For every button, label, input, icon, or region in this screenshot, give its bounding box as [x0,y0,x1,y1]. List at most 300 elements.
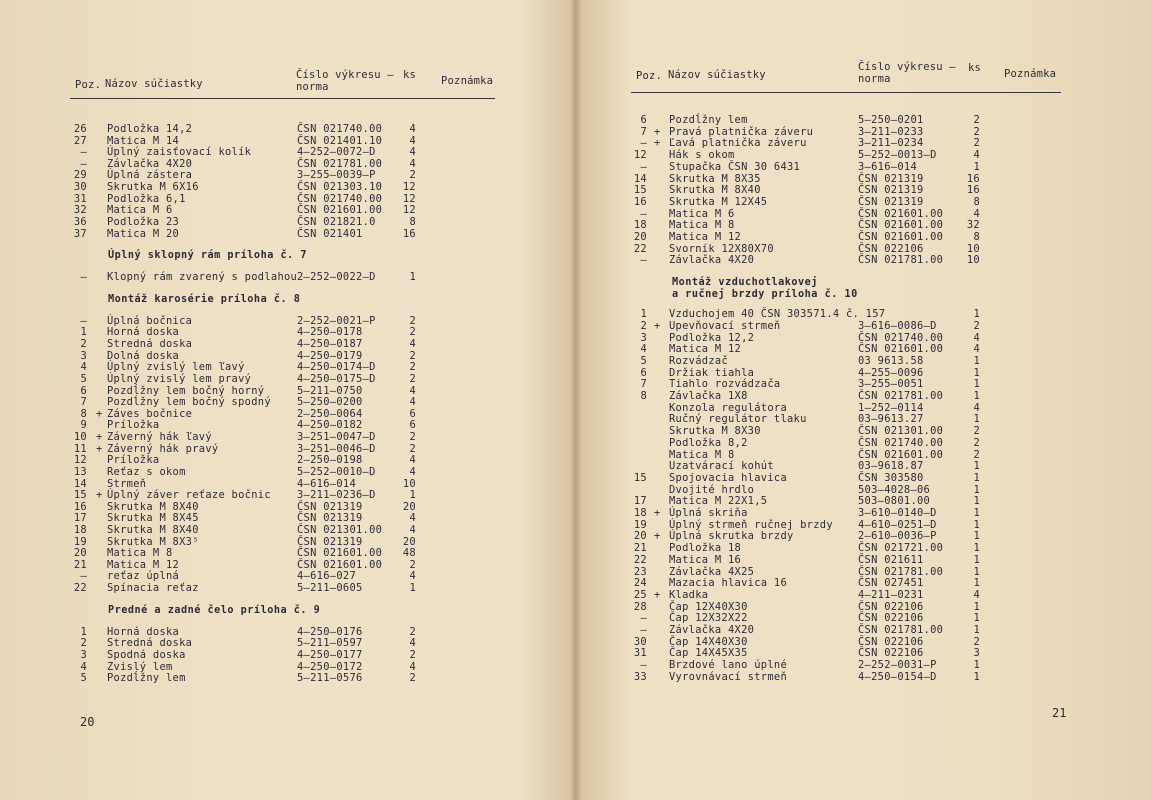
quantity-cell: 4 [409,146,416,159]
quantity-cell: 4 [409,338,416,351]
table-row [0,124,575,136]
quantity-cell: 6 [409,407,416,420]
name-cell: Podložka 18 [669,542,742,555]
drawing-cell: ČSN 021319 [858,184,924,197]
position-cell: 2 [640,319,647,332]
drawing-cell: ČSN 021601.00 [858,448,944,461]
quantity-cell: 1 [973,390,980,402]
position-cell: 4 [80,660,87,673]
name-cell: Závlačka 4X25 [669,565,755,578]
drawing-cell: ČSN 021301.00 [297,523,383,536]
position-cell: 10 [73,431,87,444]
table-row [0,272,575,284]
quantity-cell: 2 [973,319,980,332]
position-cell: 25 [633,588,647,601]
name-cell: Úplná skrutka brzdy [669,530,794,543]
name-cell: Zvislý lem [107,660,173,673]
position-cell: 37 [73,227,87,240]
position-cell: 4 [640,343,647,356]
quantity-cell: 12 [402,204,416,217]
quantity-cell: 1 [973,530,980,543]
quantity-cell: 1 [409,582,416,595]
quantity-cell: 4 [973,588,980,601]
drawing-cell: ČSN 021319 [297,500,363,513]
name-cell: Záves bočnice [107,407,193,420]
name-cell: Vzduchojem 40 ČSN 303571.4 č. 157 [669,308,886,321]
drawing-cell: ČSN 021319 [858,195,924,208]
quantity-cell: 1 [973,495,980,508]
drawing-cell: ČSN 021319 [297,535,363,548]
drawing-cell: 503—0801.00 [858,495,931,508]
position-cell: 14 [633,172,647,185]
quantity-cell: 1 [973,471,980,484]
table-row [576,197,1151,209]
quantity-cell: 20 [402,500,416,513]
position-cell: 30 [633,635,647,648]
drawing-cell: 3—211—0234 [858,137,924,150]
position-cell: 20 [633,231,647,243]
name-cell: Svorník 12X80X70 [669,242,774,255]
section-heading: Úplný sklopný rám príloha č. 7 [108,250,308,262]
table-row [576,625,1151,637]
section-heading: Montáž karosérie príloha č. 8 [108,293,301,305]
name-cell: Stupačka ČSN 30 6431 [669,160,801,173]
header-poznamka: Poznámka [441,75,494,87]
position-cell: 19 [633,518,647,531]
position-cell: 7 [80,396,87,409]
quantity-cell: 48 [402,547,416,560]
drawing-cell: 4—250—0175—D [297,372,376,385]
quantity-cell: 4 [409,512,416,525]
name-cell: Konzola regulátora [669,401,788,414]
name-cell: Pozdĺžny lem bočný spodný [107,396,271,409]
header-rule [631,92,1061,93]
quantity-cell: 8 [973,231,980,243]
drawing-cell: ČSN 021601.00 [858,231,944,243]
drawing-cell: 5—252—0010—D [297,465,376,478]
table-row [0,374,575,386]
position-cell: — [640,612,647,625]
quantity-cell: 2 [973,137,980,150]
position-cell: 16 [73,500,87,513]
quantity-cell: 2 [409,349,416,362]
name-cell: Dolná doska [107,349,180,362]
drawing-cell: ČSN 022106 [858,600,924,613]
position-cell: — [80,157,87,170]
mark-cell: + [96,407,103,420]
name-cell: Úplný zvislý lem ľavý [107,361,245,374]
table-row [0,650,575,662]
position-cell: 24 [633,577,647,590]
drawing-cell: 03 9613.58 [858,354,924,367]
table-row [576,115,1151,127]
quantity-cell: 4 [973,331,980,344]
quantity-cell: 4 [409,570,416,583]
name-cell: Skrutka M 6X16 [107,181,199,194]
drawing-cell: 4—211—0231 [858,588,924,601]
name-cell: Pravá platnička záveru [669,125,814,138]
name-cell: Brzdové lano úplné [669,659,788,672]
quantity-cell: 2 [973,436,980,449]
section-heading: Predné a zadné čelo príloha č. 9 [108,604,321,616]
position-cell: 18 [633,219,647,232]
position-cell: 3 [80,648,87,661]
position-cell: 30 [73,181,87,194]
name-cell: Stredná doska [107,637,193,650]
name-cell: Podložka 6,1 [107,192,186,205]
position-cell: 19 [73,535,87,548]
name-cell: Príložka [107,419,160,432]
quantity-cell: 2 [973,125,980,138]
drawing-cell: 2—250—0198 [297,454,363,467]
position-cell: 36 [73,215,87,228]
section-heading: Montáž vzduchotlakovej [672,277,818,289]
header-ks: ks [968,62,982,74]
position-cell: 29 [73,169,87,182]
header-cislo: Číslo výkresu — [858,61,956,73]
quantity-cell: 8 [409,215,416,228]
drawing-cell: 3—610—0140—D [858,507,937,519]
drawing-cell: ČSN 021781.00 [858,390,944,402]
drawing-cell: 5—211—0605 [297,582,363,595]
drawing-cell: 3—251—0046—D [297,442,376,455]
name-cell: Skrutka M 8X35 [669,172,761,185]
position-cell: 5 [640,354,647,367]
name-cell: Úplný záver reťaze bočnic [107,489,271,502]
drawing-cell: 4—250—0178 [297,326,363,339]
name-cell: Reťaz s okom [107,465,186,478]
drawing-cell: 2—250—0064 [297,407,363,420]
drawing-cell: ČSN 021781.00 [858,565,944,578]
name-cell: Spodná doska [107,648,186,661]
position-cell: 7 [640,125,647,138]
quantity-cell: 16 [966,184,980,197]
table-row [0,490,575,502]
drawing-cell: ČSN 021721.00 [858,542,944,555]
position-cell: — [80,570,87,583]
mark-cell: + [654,125,661,138]
drawing-cell: 4—250—0179 [297,349,363,362]
drawing-cell: 5—211—0750 [297,384,363,397]
drawing-cell: 4—616—027 [297,570,357,583]
quantity-cell: 1 [973,518,980,531]
name-cell: Spojovacia hlavica [669,471,788,484]
mark-cell: + [654,507,661,519]
quantity-cell: 12 [402,181,416,194]
position-cell: 15 [73,489,87,502]
position-cell: 1 [640,308,647,321]
position-cell: 22 [73,582,87,595]
position-cell: 12 [633,149,647,162]
drawing-cell: ČSN 021601.00 [858,207,944,220]
table-row [576,426,1151,438]
drawing-cell: 1—252—0114 [858,401,924,414]
position-cell: — [640,137,647,150]
quantity-cell: 2 [409,672,416,685]
quantity-cell: 1 [973,565,980,578]
quantity-cell: 2 [973,114,980,126]
position-cell: 7 [640,378,647,391]
name-cell: Čap 14X45X35 [669,647,748,660]
name-cell: Záverný hák pravý [107,442,219,455]
section-heading-line2: a ručnej brzdy príloha č. 10 [672,289,858,301]
position-cell: 15 [633,471,647,484]
position-cell: 17 [73,512,87,525]
table-row [576,255,1151,267]
name-cell: Pozdĺžny lem [669,114,748,126]
drawing-cell: ČSN 022106 [858,612,924,625]
name-cell: Závlačka 4X20 [107,157,193,170]
drawing-cell: ČSN 021821.0 [297,215,376,228]
name-cell: Podložka 14,2 [107,123,193,135]
name-cell: Úplná bočnica [107,314,193,327]
table-row [576,672,1151,684]
name-cell: Podložka 8,2 [669,436,748,449]
name-cell: Podložka 12,2 [669,331,755,344]
position-cell: 15 [633,184,647,197]
header-norma: norma [296,81,329,93]
position-cell: — [80,314,87,327]
quantity-cell: 2 [409,169,416,182]
quantity-cell: 4 [409,523,416,536]
mark-cell: + [654,319,661,332]
table-row [0,525,575,537]
quantity-cell: 16 [402,227,416,240]
quantity-cell: 4 [409,134,416,147]
name-cell: Kladka [669,588,709,601]
table-row [0,339,575,351]
drawing-cell: 4—250—0187 [297,338,363,351]
quantity-cell: 10 [966,254,980,267]
name-cell: Tiahlo rozvádzača [669,378,781,391]
quantity-cell: 10 [402,477,416,490]
name-cell: Horná doska [107,326,180,339]
mark-cell: + [654,137,661,150]
position-cell: — [640,160,647,173]
table-row [576,356,1151,368]
drawing-cell: 503—4028—06 [858,483,931,496]
drawing-cell: 3—211—0236—D [297,489,376,502]
quantity-cell: 1 [973,600,980,613]
position-cell: 6 [640,114,647,126]
name-cell: Skrutka M 8X3⁵ [107,535,199,548]
drawing-cell: ČSN 021601.00 [297,558,383,571]
position-cell: 20 [73,547,87,560]
name-cell: Matica M 6 [669,207,735,220]
drawing-cell: ČSN 021601.00 [858,219,944,232]
position-cell: — [80,271,87,284]
quantity-cell: 6 [409,419,416,432]
name-cell: Matica M 8 [669,448,735,461]
quantity-cell: 2 [409,314,416,327]
quantity-cell: 2 [409,558,416,571]
position-cell: 2 [80,637,87,650]
position-cell: 9 [80,419,87,432]
name-cell: Horná doska [107,625,180,638]
table-row [0,217,575,229]
position-cell: 21 [73,558,87,571]
table-row [576,309,1151,321]
name-cell: Ručný regulátor tlaku [669,413,807,426]
table-row [0,583,575,595]
right-page [576,0,1151,800]
name-cell: Záverný hák ľavý [107,431,212,444]
drawing-cell: ČSN 021303.10 [297,181,383,194]
name-cell: Matica M 8 [669,219,735,232]
name-cell: Uzatvárací kohút [669,460,774,473]
quantity-cell: 2 [409,431,416,444]
drawing-cell: ČSN 021781.00 [858,624,944,636]
position-cell: 1 [80,625,87,638]
quantity-cell: 4 [409,396,416,409]
position-cell: 4 [80,361,87,374]
name-cell: Čap 12X40X30 [669,600,748,613]
quantity-cell: 1 [973,507,980,519]
drawing-cell: ČSN 021740.00 [858,436,944,449]
name-cell: Skrutka M 8X45 [107,512,199,525]
quantity-cell: 4 [409,123,416,135]
table-row [576,543,1151,555]
drawing-cell: 5—211—0597 [297,637,363,650]
quantity-cell: 32 [966,219,980,232]
name-cell: Strmeň [107,477,147,490]
position-cell: 22 [633,553,647,566]
name-cell: Klopný rám zvarený s podlahou [107,271,298,284]
quantity-cell: 4 [409,660,416,673]
header-poznamka: Poznámka [1004,68,1057,80]
drawing-cell: 3—616—0086—D [858,319,937,332]
table-row [0,673,575,685]
position-cell: 2 [80,338,87,351]
drawing-cell: 2—252—0031—P [858,659,937,672]
name-cell: Hák s okom [669,149,735,162]
quantity-cell: 8 [973,195,980,208]
header-poz: Poz. [636,70,663,82]
position-cell: 6 [640,366,647,379]
position-cell: — [640,624,647,636]
name-cell: Podložka 23 [107,215,180,228]
position-cell: 6 [80,384,87,397]
position-cell: 31 [73,192,87,205]
drawing-cell: ČSN 021401.10 [297,134,383,147]
position-cell: 16 [633,195,647,208]
quantity-cell: 1 [973,378,980,391]
position-cell: 12 [73,454,87,467]
drawing-cell: ČSN 021601.00 [858,343,944,356]
name-cell: Skrutka M 12X45 [669,195,768,208]
drawing-cell: 3—616—014 [858,160,918,173]
header-ks: ks [403,69,417,81]
position-cell: — [640,207,647,220]
name-cell: Závlačka 4X20 [669,254,755,267]
position-cell: 18 [633,507,647,519]
drawing-cell: ČSN 021781.00 [858,254,944,267]
name-cell: Matica M 12 [669,343,742,356]
name-cell: Úplný strmeň ručnej brzdy [669,518,833,531]
mark-cell: + [654,588,661,601]
table-row [576,508,1151,520]
drawing-cell: 4—250—0182 [297,419,363,432]
table-row [576,232,1151,244]
table-row [576,391,1151,403]
quantity-cell: 3 [973,647,980,660]
quantity-cell: 2 [973,635,980,648]
drawing-cell: ČSN 021601.00 [297,547,383,560]
position-cell: 3 [640,331,647,344]
header-norma: norma [858,73,891,85]
header-cislo: Číslo výkresu — [296,69,394,81]
quantity-cell: 1 [973,460,980,473]
drawing-cell: ČSN 021401 [297,227,363,240]
drawing-cell: 5—250—0201 [858,114,924,126]
position-cell: 1 [80,326,87,339]
name-cell: Mazacia hlavica 16 [669,577,788,590]
table-row [0,467,575,479]
table-row [576,162,1151,174]
left-page [0,0,575,800]
name-cell: Závlačka 1X8 [669,390,748,402]
quantity-cell: 4 [409,384,416,397]
drawing-cell: ČSN 022106 [858,635,924,648]
table-row [576,150,1151,162]
table-row [0,229,575,241]
header-nazov: Názov súčiastky [668,69,766,81]
name-cell: Čap 14X40X30 [669,635,748,648]
name-cell: Úplná skriňa [669,507,748,519]
quantity-cell: 1 [973,308,980,321]
page-number: 20 [80,715,95,729]
quantity-cell: 1 [409,271,416,284]
quantity-cell: 1 [973,659,980,672]
name-cell: Matica M 14 [107,134,180,147]
drawing-cell: 4—616—014 [297,477,357,490]
mark-cell: + [96,431,103,444]
name-cell: Matica M 12 [669,231,742,243]
name-cell: Pozdĺžny lem bočný horný [107,384,265,397]
position-cell: 27 [73,134,87,147]
quantity-cell: 1 [973,577,980,590]
name-cell: Úplný zaisťovací kolík [107,146,252,159]
position-cell: — [640,659,647,672]
table-row [576,555,1151,567]
name-cell: Dvojité hrdlo [669,483,755,496]
name-cell: Rozvádzač [669,354,729,367]
name-cell: Pozdĺžny lem [107,672,186,685]
drawing-cell: 5—250—0200 [297,396,363,409]
quantity-cell: 2 [973,425,980,438]
name-cell: Skrutka M 8X40 [107,523,199,536]
quantity-cell: 1 [973,354,980,367]
drawing-cell: 3—251—0047—D [297,431,376,444]
name-cell: Matica M 16 [669,553,742,566]
drawing-cell: 2—252—0022—D [297,271,376,284]
table-row [576,321,1151,333]
position-cell: 28 [633,600,647,613]
quantity-cell: 20 [402,535,416,548]
quantity-cell: 1 [973,542,980,555]
position-cell: 23 [633,565,647,578]
drawing-cell: ČSN 021611 [858,553,924,566]
mark-cell: + [654,530,661,543]
quantity-cell: 1 [973,413,980,426]
name-cell: Matica M 8 [107,547,173,560]
quantity-cell: 2 [409,648,416,661]
header-poz: Poz. [75,79,102,91]
drawing-cell: 3—255—0039—P [297,169,376,182]
drawing-cell: 4—250—0177 [297,648,363,661]
drawing-cell: 5—211—0576 [297,672,363,685]
drawing-cell: 03—9618.87 [858,460,924,473]
